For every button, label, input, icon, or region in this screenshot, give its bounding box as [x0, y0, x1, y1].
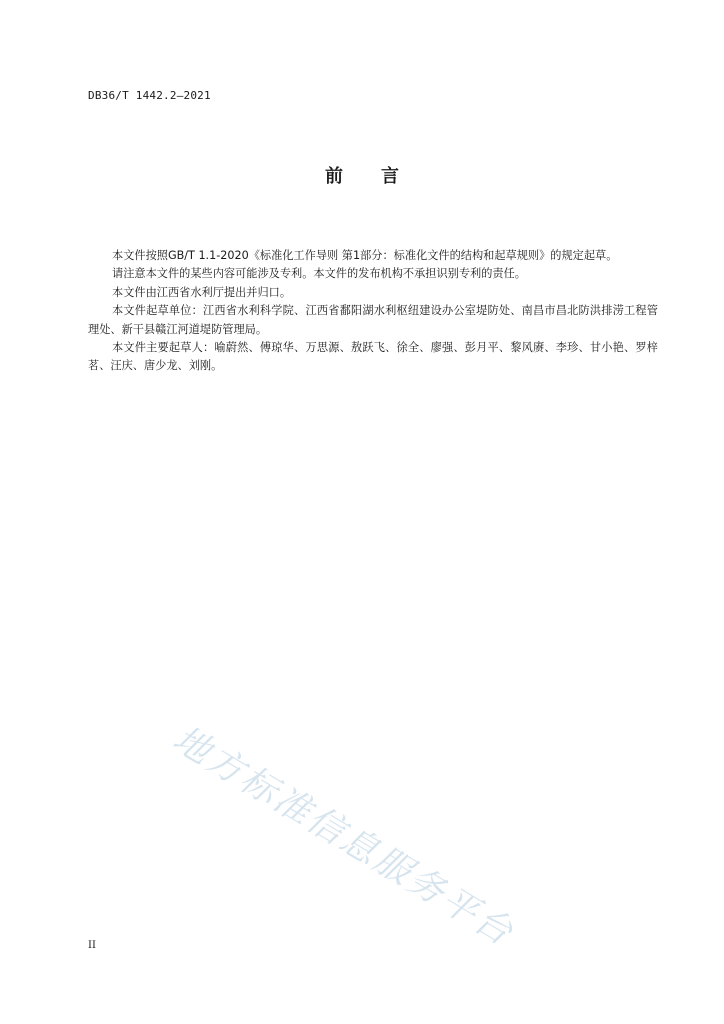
paragraph-drafting-organizations: 本文件起草单位：江西省水利科学院、江西省鄱阳湖水利枢纽建设办公室堤防处、南昌市昌北防洪排涝工程管理处、新干县赣江河道堤防管理局。: [88, 304, 658, 336]
paragraph-patent-notice: 请注意本文件的某些内容可能涉及专利。本文件的发布机构不承担识别专利的责任。: [112, 267, 526, 281]
watermark: 地方标准信息服务平台: [165, 718, 522, 955]
paragraph-proposer: 本文件由江西省水利厅提出并归口。: [112, 285, 292, 299]
paragraph-drafters: 本文件主要起草人：喻蔚然、傅琼华、万思源、敖跃飞、徐全、廖强、彭月平、黎风赓、李珍、甘小艳、罗梓茗、汪庆、唐少龙、刘刚。: [88, 341, 658, 373]
standard-code-header: DB36/T 1442.2—2021: [88, 89, 211, 102]
foreword-body: [88, 247, 658, 376]
paragraph-drafting-basis: 本文件按照GB/T 1.1-2020《标准化工作导则 第1部分：标准化文件的结构和起草规则》的规定起草。: [112, 249, 618, 262]
page-title: 前言: [325, 166, 437, 187]
page-number: II: [88, 940, 96, 951]
